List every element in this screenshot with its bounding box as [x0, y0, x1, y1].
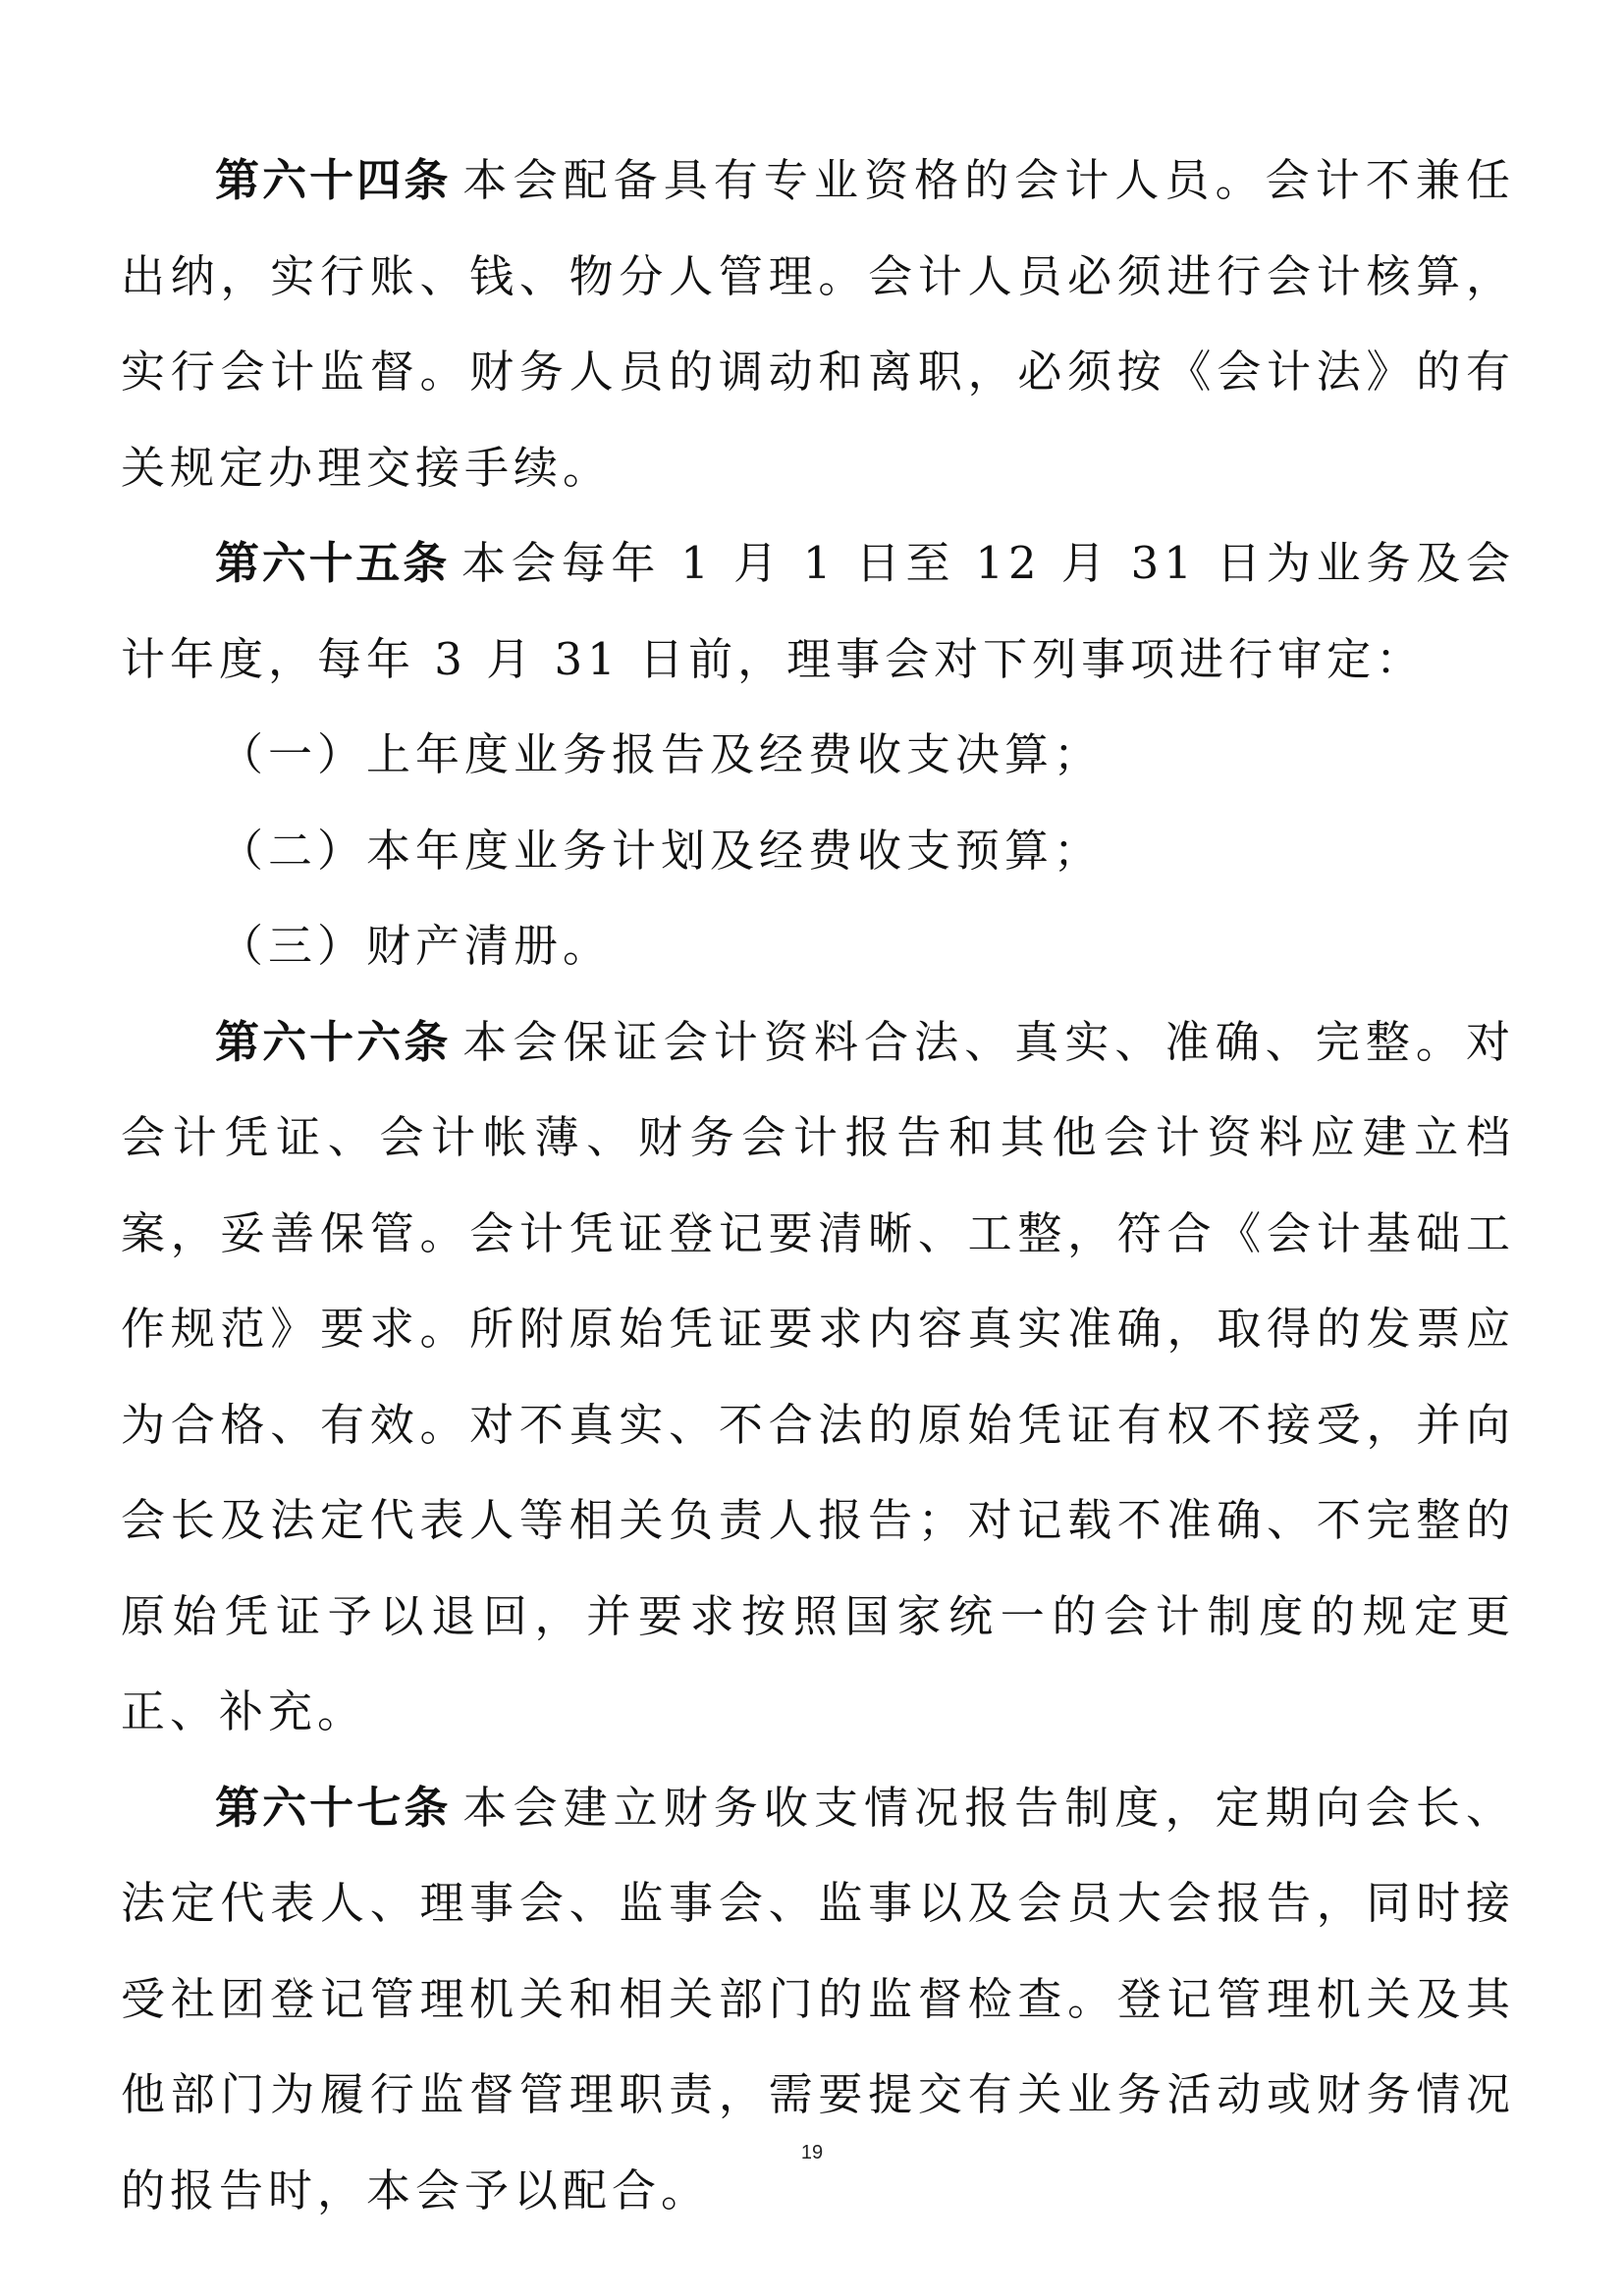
document-body [121, 133, 1515, 2238]
article-heading: 第六十四条 [215, 154, 452, 206]
article-heading: 第六十七条 [215, 1781, 452, 1834]
list-item: （一）上年度业务报告及经费收支决算； [219, 728, 1104, 780]
article-text: 本会保证会计资料合法、真实、准确、完整。对会计凭证、会计帐薄、财务会计报告和其他会计资料应建立档案，妥善保管。会计凭证登记要清晰、工整，符合《会计基础工作规范》要求。所附原始凭证要求内容真实准确，取得的发票应为合格、有效。对不真实、不合法的原始凭证有权不接受，并向会长及法定代表人等相关负责人报告；对记载不准确、不完整的原始凭证予以退回，并要求按照国家统一的会计制度的规定更正、补充。 [121, 1015, 1515, 1737]
article-64 [121, 133, 1515, 515]
list-item: （二）本年度业务计划及经费收支预算； [219, 824, 1104, 877]
article-heading: 第六十六条 [215, 1015, 452, 1068]
article-65 [121, 515, 1515, 707]
article-67 [121, 1760, 1515, 2239]
article-heading: 第六十五条 [215, 537, 450, 589]
article-text: 本会每年 1 月 1 日至 12 月 31 日为业务及会计年度，每年 3 月 31 日前，理事会对下列事项进行审定： [121, 537, 1515, 685]
page-number: 19 [800, 2142, 824, 2163]
list-item: （三）财产清册。 [219, 920, 613, 972]
article-text: 本会建立财务收支情况报告制度，定期向会长、法定代表人、理事会、监事会、监事以及会员大会报告，同时接受社团登记管理机关和相关部门的监督检查。登记管理机关及其他部门为履行监督管理职责，需要提交有关业务活动或财务情况的报告时，本会予以配合。 [121, 1781, 1515, 2216]
article-66 [121, 994, 1515, 1760]
article-text: 本会配备具有专业资格的会计人员。会计不兼任出纳，实行账、钱、物分人管理。会计人员必须进行会计核算，实行会计监督。财务人员的调动和离职，必须按《会计法》的有关规定办理交接手续。 [121, 154, 1515, 494]
